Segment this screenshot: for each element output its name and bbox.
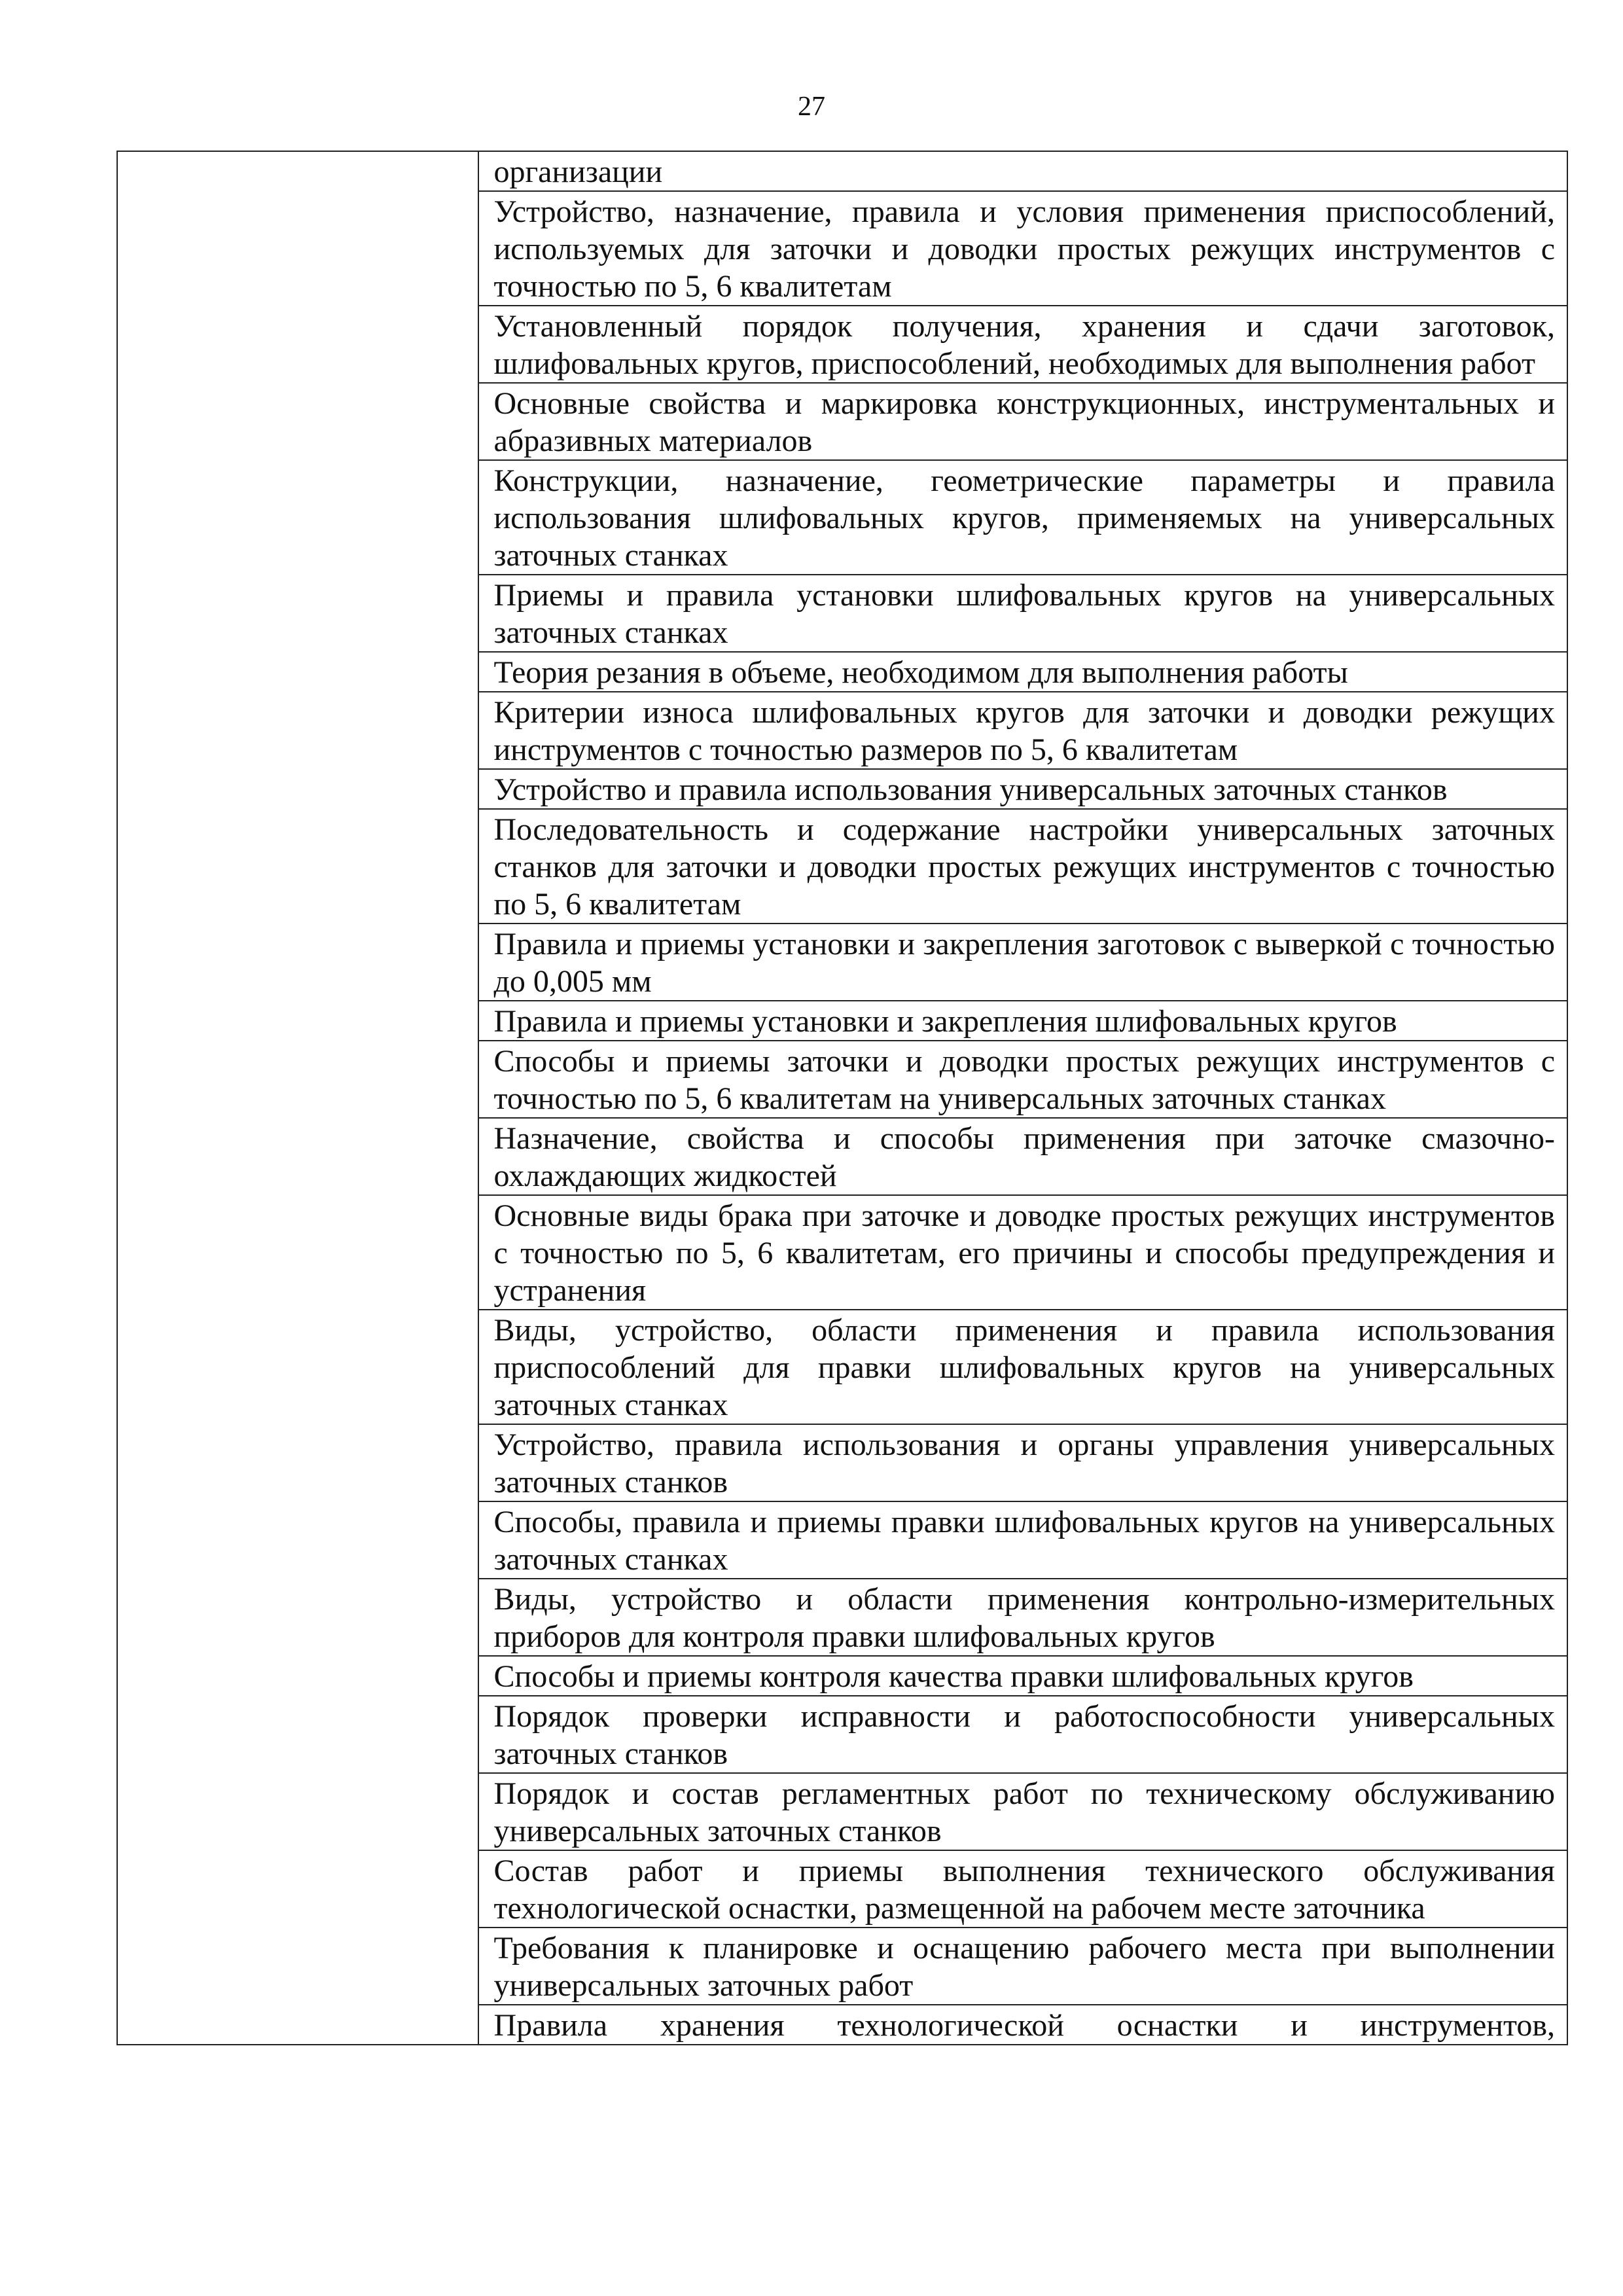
table-cell	[478, 151, 1567, 191]
row-text: Правила хранения технологической оснастки и инструментов,	[493, 2008, 1555, 2043]
table-cell	[478, 1696, 1567, 1773]
table-cell	[478, 1850, 1567, 1928]
table-body	[117, 151, 1567, 2045]
row-text: Правила и приемы установки и закрепления заготовок с выверкой с точностью до 0,005 мм	[493, 927, 1555, 999]
row-text: Теория резания в объеме, необходимом для выполнения работы	[493, 655, 1348, 690]
table-cell	[478, 1928, 1567, 2005]
row-text: Установленный порядок получения, хранения и сдачи заготовок, шлифовальных кругов, приспособлений, необходимых для выполнения работ	[493, 309, 1555, 381]
row-text: Устройство, назначение, правила и условия применения приспособлений, используемых для заточки и доводки простых режущих инструментов с точностью по 5, 6 квалитетам	[493, 194, 1555, 304]
row-text: Критерии износа шлифовальных кругов для заточки и доводки режущих инструментов с точностью размеров по 5, 6 квалитетам	[493, 695, 1555, 767]
row-text: Способы, правила и приемы правки шлифовальных кругов на универсальных заточных станках	[493, 1505, 1555, 1577]
row-text: Требования к планировке и оснащению рабочего места при выполнении универсальных заточных работ	[493, 1931, 1555, 2003]
row-text: Основные виды брака при заточке и доводке простых режущих инструментов с точностью по 5, 6 квалитетам, его причины и способы предупреждения и устранения	[493, 1198, 1555, 1308]
row-text: Порядок проверки исправности и работоспособности универсальных заточных станков	[493, 1699, 1555, 1771]
table-cell	[478, 1001, 1567, 1041]
page-number: 27	[798, 92, 825, 122]
row-text: Последовательность и содержание настройки универсальных заточных станков для заточки и доводки простых режущих инструментов с точностью по 5, 6 квалитетам	[493, 812, 1555, 922]
row-text: Назначение, свойства и способы применения при заточке смазочно-охлаждающих жидкостей	[493, 1121, 1555, 1193]
table-cell	[478, 652, 1567, 692]
table-cell	[478, 1041, 1567, 1118]
row-text: Правила и приемы установки и закрепления шлифовальных кругов	[493, 1004, 1397, 1039]
table-cell	[478, 1773, 1567, 1850]
empty-left-cell	[117, 151, 478, 2045]
table-cell	[478, 1656, 1567, 1696]
table-cell	[478, 306, 1567, 383]
row-text: Основные свойства и маркировка конструкционных, инструментальных и абразивных материалов	[493, 386, 1555, 458]
table-cell	[478, 2005, 1567, 2045]
row-text: Способы и приемы контроля качества правки шлифовальных кругов	[493, 1659, 1414, 1694]
row-text: организации	[493, 154, 663, 189]
row-text: Состав работ и приемы выполнения технического обслуживания технологической оснастки, размещенной на рабочем месте заточника	[493, 1854, 1555, 1926]
table-cell	[478, 1579, 1567, 1656]
row-text: Порядок и состав регламентных работ по техническому обслуживанию универсальных заточных станков	[493, 1776, 1555, 1848]
table-cell	[478, 383, 1567, 460]
table-cell	[478, 460, 1567, 575]
table-cell	[478, 809, 1567, 924]
table-cell	[478, 769, 1567, 809]
row-text: Способы и приемы заточки и доводки простых режущих инструментов с точностью по 5, 6 квалитетам на универсальных заточных станках	[493, 1044, 1555, 1116]
knowledge-table	[116, 151, 1568, 2045]
row-text: Устройство, правила использования и органы управления универсальных заточных станков	[493, 1427, 1555, 1499]
row-text: Виды, устройство и области применения контрольно-измерительных приборов для контроля правки шлифовальных кругов	[493, 1582, 1555, 1654]
table-cell	[478, 692, 1567, 769]
table-cell	[478, 924, 1567, 1001]
table-cell	[478, 1195, 1567, 1310]
table-cell	[478, 1118, 1567, 1195]
table-cell	[478, 1424, 1567, 1501]
row-text: Конструкции, назначение, геометрические параметры и правила использования шлифовальных кругов, применяемых на универсальных заточных станках	[493, 463, 1555, 573]
row-text: Устройство и правила использования универсальных заточных станков	[493, 772, 1448, 807]
row-text: Приемы и правила установки шлифовальных кругов на универсальных заточных станках	[493, 578, 1555, 650]
table-cell	[478, 575, 1567, 652]
row-text: Виды, устройство, области применения и правила использования приспособлений для правки шлифовальных кругов на универсальных заточных станках	[493, 1313, 1555, 1422]
table-cell	[478, 1310, 1567, 1424]
table-cell	[478, 191, 1567, 306]
table-row	[117, 151, 1567, 191]
table-cell	[478, 1501, 1567, 1579]
